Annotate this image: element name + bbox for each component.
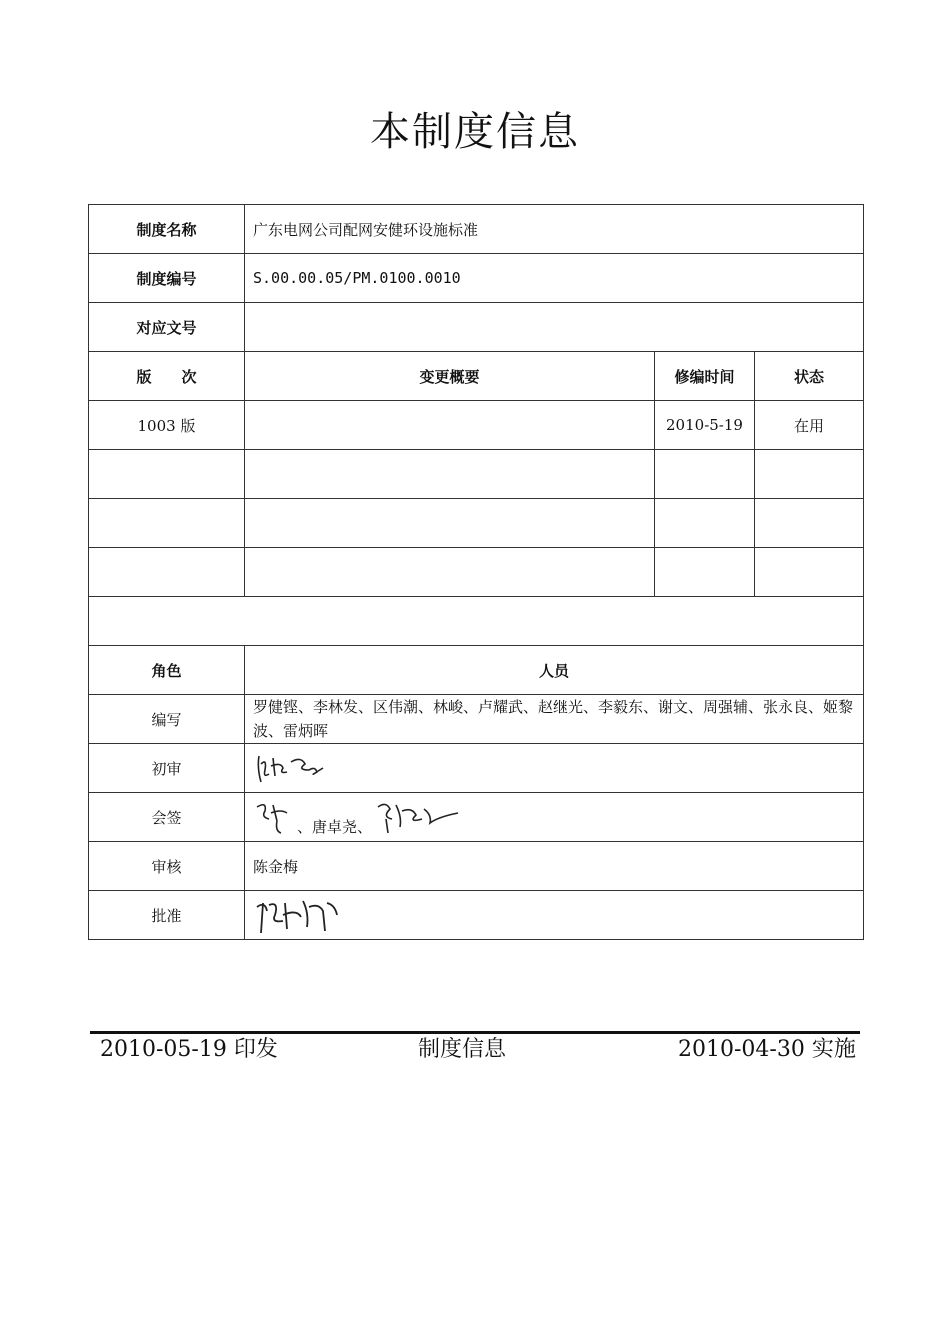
issued-date: 2010-05-19 印发 bbox=[100, 1037, 278, 1062]
role-cell: 会签 bbox=[89, 793, 245, 842]
summary-cell bbox=[245, 548, 655, 597]
version-cell bbox=[89, 548, 245, 597]
status-header: 状态 bbox=[755, 352, 864, 401]
role-cell: 编写 bbox=[89, 695, 245, 744]
date-cell bbox=[655, 450, 755, 499]
people-cell: 、唐卓尧、 bbox=[297, 818, 373, 836]
summary-cell bbox=[245, 499, 655, 548]
doc-label: 对应文号 bbox=[89, 303, 245, 352]
handwritten-signature bbox=[253, 748, 333, 788]
date-cell: 2010-5-19 bbox=[655, 401, 755, 450]
footer-title: 制度信息 bbox=[418, 1037, 507, 1062]
table-row bbox=[89, 891, 864, 940]
spacer-cell bbox=[89, 597, 864, 646]
handwritten-signature bbox=[253, 797, 297, 837]
handwritten-signature bbox=[372, 797, 462, 837]
role-cell: 初审 bbox=[89, 744, 245, 793]
date-cell bbox=[655, 499, 755, 548]
version-cell: 1003 版 bbox=[89, 401, 245, 450]
role-cell: 审核 bbox=[89, 842, 245, 891]
number-label: 制度编号 bbox=[89, 254, 245, 303]
doc-value bbox=[245, 303, 864, 352]
table-row bbox=[89, 499, 864, 548]
spacer-row bbox=[89, 597, 864, 646]
table-row bbox=[89, 548, 864, 597]
table-row bbox=[89, 254, 864, 303]
table-row bbox=[89, 695, 864, 744]
table-header-row bbox=[89, 646, 864, 695]
version-header: 版 次 bbox=[89, 352, 245, 401]
table-row bbox=[89, 793, 864, 842]
handwritten-signature bbox=[253, 893, 343, 937]
page-title: 本制度信息 bbox=[370, 109, 580, 155]
role-header: 角色 bbox=[89, 646, 245, 695]
signature-cell bbox=[245, 793, 864, 842]
date-header: 修编时间 bbox=[655, 352, 755, 401]
table-header-row bbox=[89, 352, 864, 401]
role-cell: 批准 bbox=[89, 891, 245, 940]
name-label: 制度名称 bbox=[89, 205, 245, 254]
people-cell: 罗健铿、李林发、区伟潮、林峻、卢耀武、赵继光、李毅东、谢文、周强辅、张永良、姬黎波、雷炳晖 bbox=[245, 695, 864, 744]
status-cell: 在用 bbox=[755, 401, 864, 450]
summary-cell bbox=[245, 450, 655, 499]
version-cell bbox=[89, 499, 245, 548]
table-row bbox=[89, 842, 864, 891]
status-cell bbox=[755, 499, 864, 548]
table-row bbox=[89, 744, 864, 793]
number-value: S.00.00.05/PM.0100.0010 bbox=[245, 254, 864, 303]
summary-cell bbox=[245, 401, 655, 450]
change-header: 变更概要 bbox=[245, 352, 655, 401]
effective-date: 2010-04-30 实施 bbox=[678, 1037, 856, 1062]
name-value: 广东电网公司配网安健环设施标准 bbox=[245, 205, 864, 254]
status-cell bbox=[755, 450, 864, 499]
people-cell: 陈金梅 bbox=[245, 842, 864, 891]
status-cell bbox=[755, 548, 864, 597]
version-cell bbox=[89, 450, 245, 499]
table-row bbox=[89, 450, 864, 499]
date-cell bbox=[655, 548, 755, 597]
signature-cell bbox=[245, 744, 864, 793]
signature-cell bbox=[245, 891, 864, 940]
people-header: 人员 bbox=[245, 646, 864, 695]
table-row bbox=[89, 401, 864, 450]
info-table bbox=[88, 204, 864, 940]
table-row bbox=[89, 205, 864, 254]
table-row bbox=[89, 303, 864, 352]
